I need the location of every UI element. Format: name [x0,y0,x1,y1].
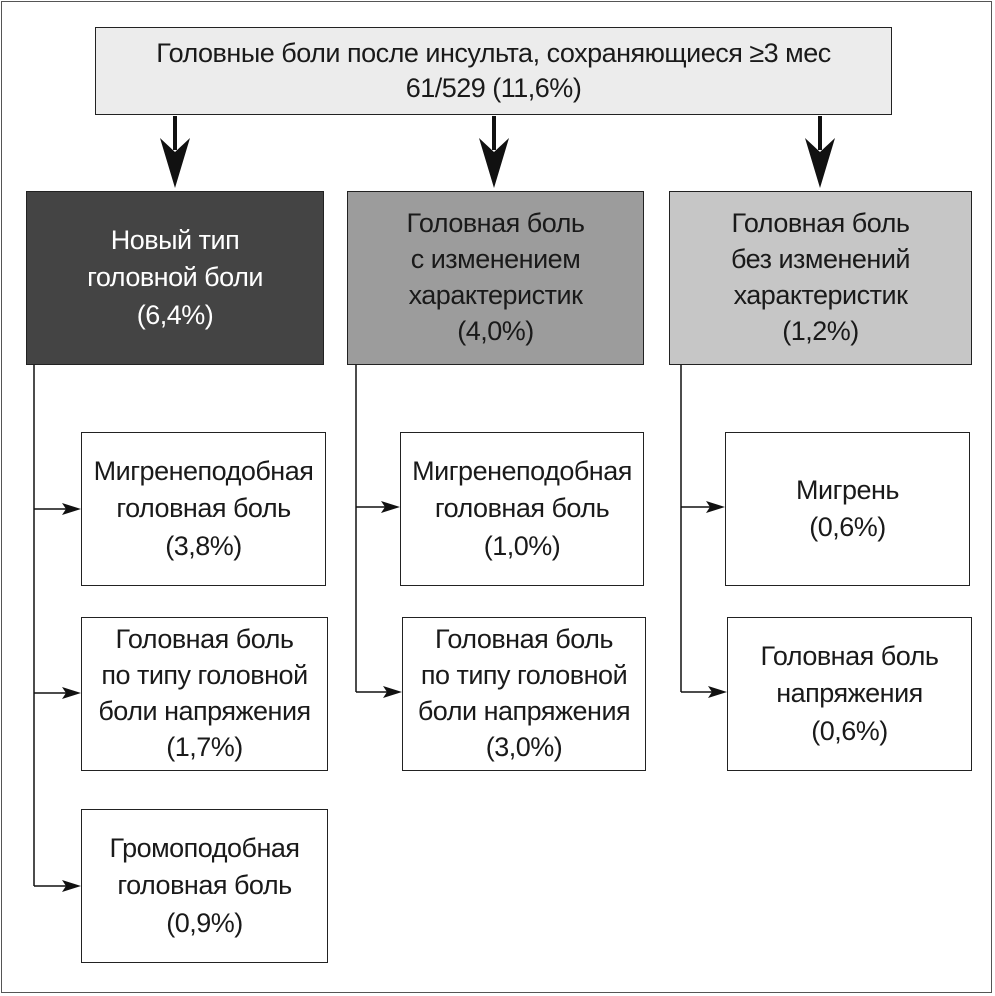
node-label-line: Громоподобная [109,833,300,864]
column3-arrowheads [706,501,727,698]
category-label-line: без изменений [730,244,910,275]
category-percent: (4,0%) [457,315,534,346]
node-label-line: головная боль [117,870,292,901]
root-node [95,27,892,115]
category-new-headache [26,191,324,365]
node-percent: (1,7%) [166,731,243,762]
node-label-line: по типу головной [420,660,628,691]
node-label-line: Мигрень [796,474,899,505]
node-label-line: головная боль [116,493,291,524]
category-label-line: головной боли [87,262,263,293]
node-migraine-like-1 [81,432,326,586]
node-percent: (3,0%) [485,731,563,762]
column1-connectors [34,365,70,886]
column2-arrowheads [381,501,402,698]
root-to-category-arrows [160,116,835,188]
node-label-line: Головная боль [760,641,939,672]
node-migraine-like-2 [400,432,644,586]
node-label-line: по типу головной [101,660,308,691]
node-label-line: Головная боль [435,624,613,655]
category-label-line: характеристик [408,280,583,310]
node-label-line: Мигренеподобная [412,456,632,487]
category-label-line: Головная боль [406,208,585,239]
node-migraine [725,432,970,586]
node-tension-type-2 [402,617,646,771]
column1-arrowheads [62,503,81,892]
category-changed-headache [347,191,644,365]
node-label-line: головная боль [434,493,610,524]
category-percent: (1,2%) [782,315,859,346]
category-unchanged-headache [669,191,972,365]
category-label-line: характеристик [733,280,908,310]
node-percent: (0,6%) [809,512,886,542]
column2-connectors [356,365,391,692]
node-label-line: Мигренеподобная [93,456,314,487]
category-label-line: Головная боль [731,208,910,239]
category-label-line: Новый тип [110,225,240,256]
node-tension-headache [727,617,972,771]
column3-connectors [681,365,716,692]
node-label-line: боли напряжения [417,696,631,726]
node-percent: (0,6%) [811,715,888,746]
root-title: Головные боли после инсульта, сохраняющиеся ≥3 мес [156,37,831,68]
node-tension-type-1 [81,617,328,771]
node-percent: (1,0%) [483,530,561,561]
node-percent: (0,9%) [166,907,243,938]
node-label-line: напряжения [776,678,923,709]
category-percent: (6,4%) [136,299,214,330]
node-percent: (3,8%) [165,530,242,561]
node-label-line: Головная боль [115,624,294,655]
node-label-line: боли напряжения [98,696,311,726]
category-label-line: с изменением [410,244,581,275]
root-count: 61/529 (11,6%) [405,73,582,103]
node-thunderclap [81,809,328,963]
